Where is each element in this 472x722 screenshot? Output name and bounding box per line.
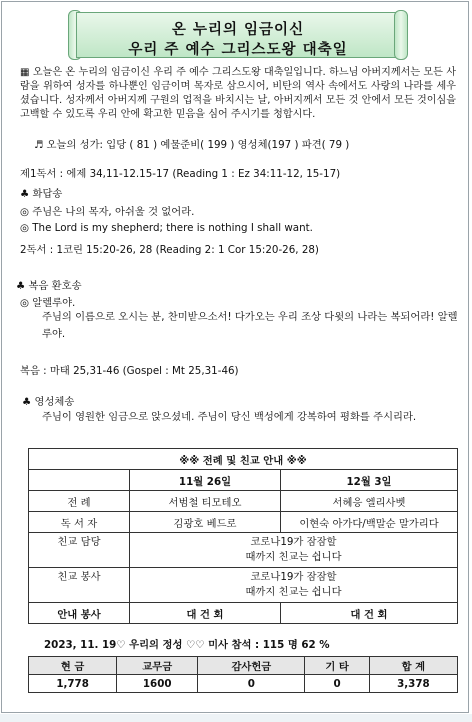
offering-value: 0 xyxy=(198,675,305,693)
bottom-strip xyxy=(0,714,472,722)
alleluia-response: ◎ 알렐루야. xyxy=(20,297,76,309)
liturgy-date-2: 서혜응 엘리사벳 xyxy=(281,491,458,512)
title-line-1: 온 누리의 임금이신 xyxy=(171,22,305,38)
title-banner xyxy=(68,8,408,60)
fellowship-note: 코로나19가 잠잠할 때까지 친교는 쉽니다 xyxy=(130,533,458,568)
row-label-liturgy: 전 례 xyxy=(29,491,130,512)
offering-value: 1600 xyxy=(117,675,198,693)
psalm-response-en: ◎ The Lord is my shepherd; there is nothing I shall want. xyxy=(20,222,313,234)
offering-header: 합 계 xyxy=(369,657,457,675)
intro-text: ▦ 오늘은 온 누리의 임금이신 우리 주 예수 그리스도왕 대축일입니다. 하느님 아버지께서는 모든 사람을 위하여 성자를 하나뿐인 임금이며 목자로 삼으시어, 비탄의 역사 속에서도 사랑의 나라를 세우셨습니다. 성자께서 아버지께 구원의 업적을 바치시는 날, 아버지께서 모든 것 안에서 모든 것이심을 고백할 수 있도록 우리 안에 확고한 믿음을 심어 주시기를 청합시다. xyxy=(20,67,456,120)
row-label-fellowship: 친교 담당 xyxy=(29,533,130,568)
offering-value: 0 xyxy=(305,675,369,693)
row-label-service: 친교 봉사 xyxy=(29,568,130,603)
gospel-reading: 복음 : 마태 25,31-46 (Gospel : Mt 25,31-46) xyxy=(20,365,239,377)
communion-heading: ♣ 영성체송 xyxy=(22,396,75,408)
hymn-list: ♬ 오늘의 성가: 입당 ( 81 ) 예물준비( 199 ) 영성체(197 ) 파견( 79 ) xyxy=(34,139,350,151)
ministry-schedule-table xyxy=(28,448,458,624)
offering-value: 3,378 xyxy=(369,675,457,693)
offering-table xyxy=(28,656,458,693)
reading-2: 2독서 : 1코린 15:20-26, 28 (Reading 2: 1 Cor 15:20-26, 28) xyxy=(20,244,319,256)
psalm-response-ko: ◎ 주님은 나의 목자, 아쉬울 것 없어라. xyxy=(20,206,195,218)
attendance-stats: 2023, 11. 19♡ 우리의 정성 ♡♡ 미사 참석 : 115 명 62 % xyxy=(44,639,330,651)
guide-date-1: 대 건 회 xyxy=(130,603,281,624)
schedule-date-2: 12월 3일 xyxy=(281,470,458,491)
offering-header: 기 타 xyxy=(305,657,369,675)
liturgy-date-1: 서범철 티모테오 xyxy=(130,491,281,512)
reading-1: 제1독서 : 에제 34,11-12.15-17 (Reading 1 : Ez 34:11-12, 15-17) xyxy=(20,168,341,180)
schedule-date-1: 11월 26일 xyxy=(130,470,281,491)
title-line-2: 우리 주 예수 그리스도왕 대축일 xyxy=(128,42,348,58)
row-label-lector: 독 서 자 xyxy=(29,512,130,533)
communion-verse: 주님이 영원한 임금으로 앉으셨네. 주님이 당신 백성에게 강복하여 평화를 주시리라. xyxy=(42,411,417,423)
schedule-heading: ※※ 전례 및 친교 안내 ※※ xyxy=(29,449,458,470)
offering-value: 1,778 xyxy=(29,675,117,693)
alleluia-heading: ♣ 복음 환호송 xyxy=(16,280,82,292)
lector-date-1: 김광호 베드로 xyxy=(130,512,281,533)
offering-header: 감사헌금 xyxy=(198,657,305,675)
row-label-guide: 안내 봉사 xyxy=(29,603,130,624)
alleluia-verse: 주님의 이름으로 오시는 분, 찬미받으소서! 다가오는 우리 조상 다윗의 나라는 복되어라! 알렐루야. xyxy=(42,311,458,340)
offering-header: 교무금 xyxy=(117,657,198,675)
guide-date-2: 대 건 회 xyxy=(281,603,458,624)
psalm-heading: ♣ 화답송 xyxy=(20,188,63,200)
service-note: 코로나19가 잠잠할 때까지 친교는 쉽니다 xyxy=(130,568,458,603)
lector-date-2: 이현숙 아가다/백말순 말가리다 xyxy=(281,512,458,533)
offering-header: 현 금 xyxy=(29,657,117,675)
